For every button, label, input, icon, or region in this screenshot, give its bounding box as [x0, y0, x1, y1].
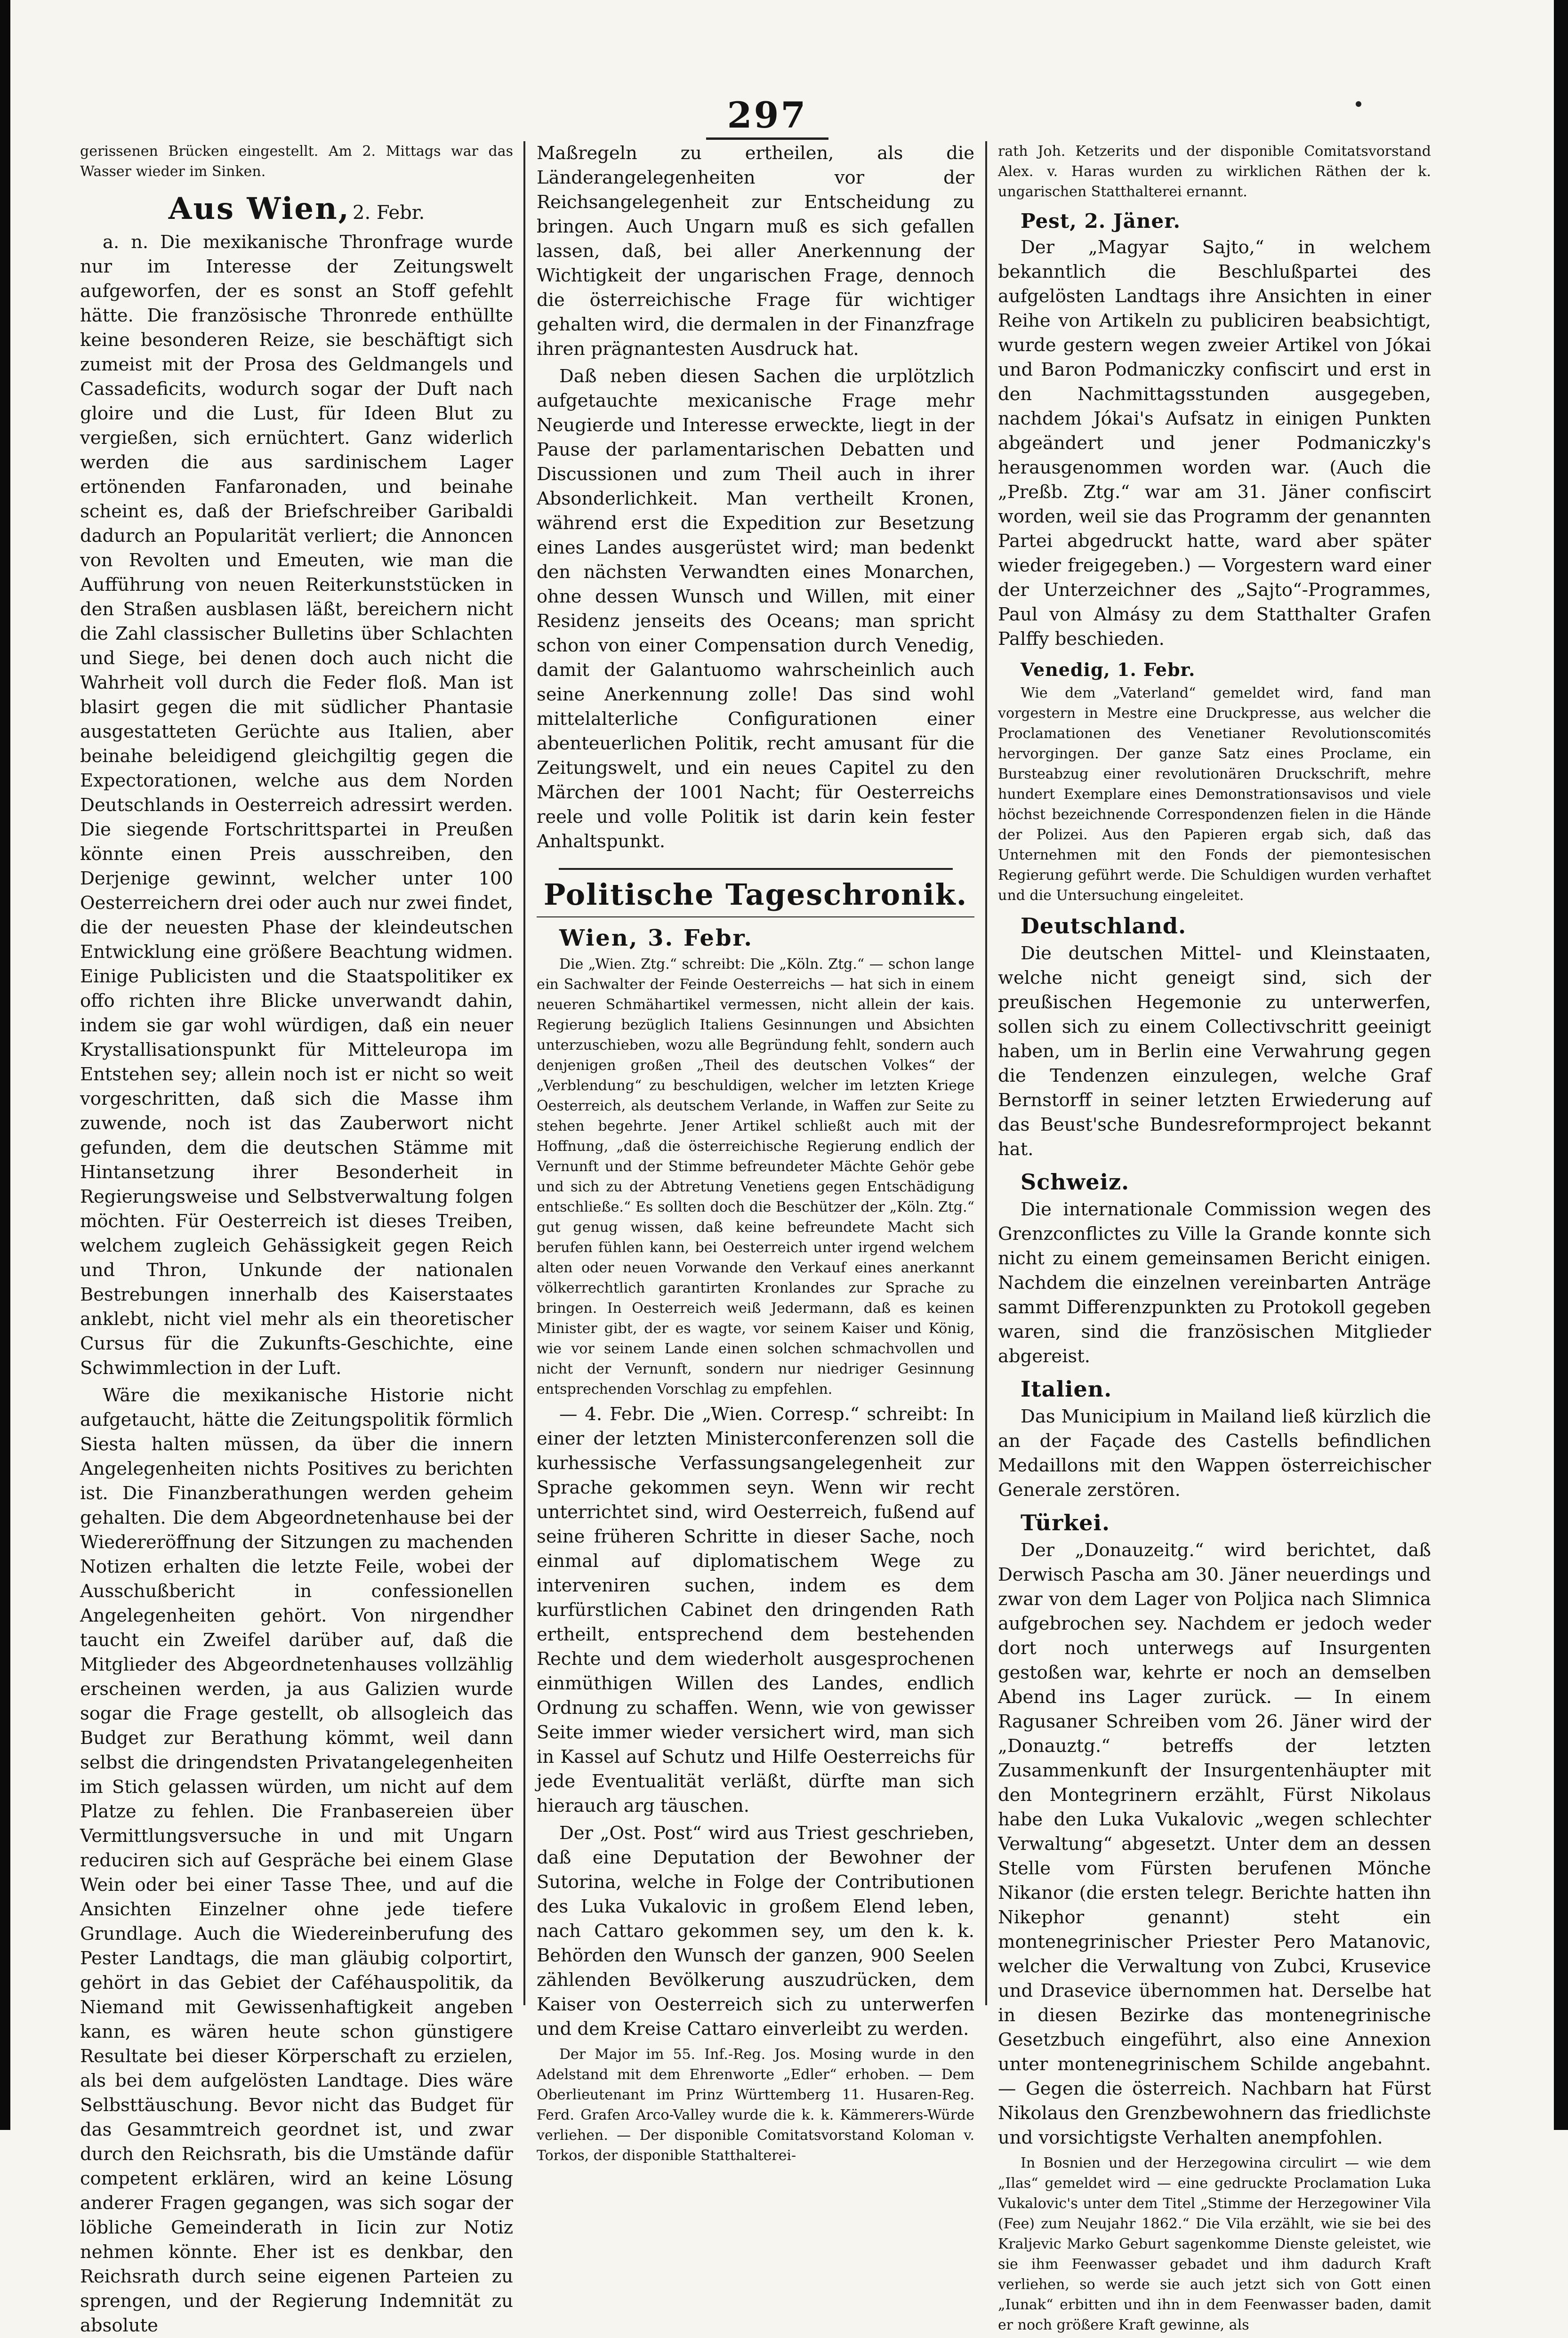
paragraph: Die deutschen Mittel- und Kleinstaaten, welche nicht geneigt sind, sich der preußischen Hegemonie zu unterwerfen, sollen sich zu einem Collectivschritt geeinigt haben, um in Berlin eine Verwahrung gegen die Tendenzen einzulegen, welche Graf Bernstorff in seiner letzten Erwiederung auf das Beust'sche Bundesreformproject bekannt hat.: [998, 943, 1431, 1160]
paragraph: Der „Ost. Post“ wird aus Triest geschrieben, daß eine Deputation der Bewohner der Sutorina, welche in Folge der Contributionen des Luka Vukalovic in großem Elend leben, nach Cattaro gekommen sey, um den k. k. Behörden den Wunsch der ganzen, 900 Seelen zählenden Bevölkerung auszudrücken, dem Kaiser von Oesterreich sich zu unterwerfen und dem Kreise Cattaro einverleibt zu werden.: [537, 1823, 974, 2040]
paragraph: Der „Magyar Sajto,“ in welchem bekanntlich die Beschlußpartei des aufgelösten Landtags ihre Ansichten in einer Reihe von Artikeln zu publiciren beabsichtigt, wurde gestern wegen zweier Artikel von Jókai und Baron Podmaniczky confiscirt und erst in den Nachmittagsstunden ausgegeben, nachdem Jókai's Aufsatz in einigen Punkten abgeändert und jener Podmaniczky's herausgenommen worden war. (Auch die „Preßb. Ztg.“ war am 31. Jäner confiscirt worden, weil sie das Programm der genannten Partei abgedruckt hatte, ward aber später wieder freigegeben.) — Vorgestern ward einer der Unterzeichner des „Sajto“-Programmes, Paul von Almásy zu dem Statthalter Grafen Palffy beschieden.: [998, 237, 1431, 650]
column-3: [998, 141, 1431, 2333]
dateline-wien: [559, 925, 974, 951]
section-label-deutschland: [1021, 913, 1431, 939]
column-divider: [523, 141, 525, 2005]
section-label: Deutschland.: [1021, 913, 1187, 939]
paragraph: Daß neben diesen Sachen die urplötzlich aufgetauchte mexicanische Frage mehr Neugierde und Interesse erweckte, liegt in der Pause der parlamentarischen Debatten und Discussionen und zum Theil auch in ihrer Absonderlichkeit. Man vertheilt Kronen, während erst die Expedition zur Besetzung eines Landes ausgerüstet wird; man bedenkt den nächsten Verwandten eines Monarchen, ohne dessen Wunsch und Willen, mit einer Residenz jenseits des Oceans; man spricht schon von einer Compensation durch Venedig, damit der Galantuomo wahrscheinlich auch seine Anerkennung zolle! Das sind wohl mittelalterliche Configurationen einer abenteuerlichen Politik, recht amusant für die Zeitungswelt, und ein neues Capitel zu den Märchen der 1001 Nacht; für Oesterreichs reele und volle Politik ist darin kein fester Anhaltspunkt.: [537, 366, 974, 852]
section-heading-aus-wien: [80, 191, 513, 226]
section-label: Italien.: [1021, 1376, 1112, 1402]
heading-place: Aus Wien,: [168, 191, 350, 226]
paragraph: Maßregeln zu ertheilen, als die Länderangelegenheiten vor der Reichsangelegenheit zur Entscheidung zu bringen. Auch Ungarn muß es sich gefallen lassen, daß, bei aller Anerkennung der Wichtigkeit der ungarischen Frage, dennoch die österreichische Frage für wichtiger gehalten wird, die dermalen in der Finanzfrage ihren prägnantesten Ausdruck hat.: [537, 143, 974, 360]
paragraph: Wie dem „Vaterland“ gemeldet wird, fand man vorgestern in Mestre eine Druckpresse, aus welcher die Proclamationen des Venetianer Revolutionscomités hervorgingen. Der ganze Satz eines Proclame, ein Bursteabzug einer revolutionären Druckschrift, mehre hundert Exemplare eines Demonstrationsavisos und viele höchst bezeichnende Correspondenzen fielen in die Hände der Polizei. Aus den Papieren ergab sich, daß das Unternehmen mit den Fonds der piemontesischen Regierung geführt werde. Die Schuldigen wurden verhaftet und die Untersuchung eingeleitet.: [998, 685, 1431, 904]
paragraph: In Bosnien und der Herzegowina circulirt — wie dem „Ilas“ gemeldet wird — eine gedruckte Proclamation Luka Vukalovic's unter dem Titel „Stimme der Herzegowiner Vila (Fee) zum Neujahr 1862.“ Die Vila erzählt, wie sie bei des Kraljevic Marko Geburt sagenkomme Dienste geleistet, wie sie ihm Feenwasser gebadet und ihm dadurch Kraft verliehen, so werde sie auch jetzt sich von Gott einen „Iunak“ erbitten und ihn in dem Feenwasser baden, damit er noch größere Kraft gewinne, als: [998, 2155, 1431, 2333]
heading-rule: [559, 868, 953, 870]
paragraph: gerissenen Brücken eingestellt. Am 2. Mittags war das Wasser wieder im Sinken.: [80, 143, 513, 180]
dateline-venedig: [1021, 659, 1431, 680]
paragraph: — 4. Febr. Die „Wien. Corresp.“ schreibt: In einer der letzten Ministerconferenzen soll die kurhessische Verfassungsangelegenheit zur Sprache gekommen seyn. Wenn wir recht unterrichtet sind, wird Oesterreich, fußend auf seine früheren Schritte in dieser Sache, noch einmal auf diplomatischem Wege zu interveniren suchen, indem es dem kurfürstlichen Cabinet den dringenden Rath ertheilt, entsprechend dem bestehenden Rechte und dem wiederholt ausgesprochenen einmüthigen Willen des Landes, endlich Ordnung zu schaffen. Wenn, wie von gewisser Seite immer wieder versichert wird, man sich in Kassel auf Schutz und Hilfe Oesterreichs für jede Eventualität verläßt, dürfte man sich hierauch arg täuschen.: [537, 1404, 974, 1816]
paragraph: Das Municipium in Mailand ließ kürzlich die an der Façade des Castells befindlichen Medaillons mit den Wappen österreichischer Generale zerstören.: [998, 1406, 1431, 1501]
section-label-tuerkei: [1021, 1510, 1431, 1535]
section-label-schweiz: [1021, 1169, 1431, 1195]
section-heading-politische-tageschronik: Politische Tageschronik.: [543, 877, 968, 912]
section-label: Türkei.: [1021, 1510, 1110, 1535]
paragraph: rath Joh. Ketzerits und der disponible Comitatsvorstand Alex. v. Haras wurden zu wirklichen Räthen der k. ungarischen Statthalterei ernannt.: [998, 143, 1431, 200]
dateline-pest: [1021, 209, 1431, 233]
heading-underline: [537, 916, 974, 917]
section-label: Schweiz.: [1021, 1169, 1130, 1195]
section-label-italien: [1021, 1376, 1431, 1402]
dateline-text: Pest, 2. Jäner.: [1021, 209, 1181, 233]
dateline-text: Venedig, 1. Febr.: [1021, 659, 1196, 680]
paragraph: Der Major im 55. Inf.-Reg. Jos. Mosing wurde in den Adelstand mit dem Ehrenworte „Edler“ erhoben. — Dem Oberlieutenant im Prinz Württemberg 11. Husaren-Reg. Ferd. Grafen Arco-Valley wurde die k. k. Kämmerers-Würde verliehen. — Der disponible Comitatsvorstand Koloman v. Torkos, der disponible Statthalterei-: [537, 2046, 974, 2164]
column-divider: [985, 141, 987, 2005]
paragraph: Wäre die mexikanische Historie nicht aufgetaucht, hätte die Zeitungspolitik förmlich Siesta halten müssen, da über die innern Angelegenheiten nichts Positives zu berichten ist. Die Finanzberathungen werden geheim gehalten. Die dem Abgeordnetenhause bei der Wiedereröffnung der Sitzungen zu machenden Notizen erhalten die letzte Feile, wobei der Ausschußbericht in confessionellen Angelegenheiten gehört. Von nirgendher taucht ein Zweifel darüber auf, daß die Mitglieder des Abgeordnetenhauses vollzählig erscheinen werden, ja aus Galizien wurde sogar die Frage gestellt, ob allsogleich das Budget zur Berathung kömmt, weil dann selbst die dringendsten Privatangelegenheiten im Stich gelassen würden, um nicht auf dem Platze zu fehlen. Die Franbasereien über Vermittlungsversuche in und mit Ungarn reduciren sich auf Gespräche bei einem Glase Wein oder bei einer Tasse Thee, und auf die Ansichten Einzelner ohne jede tiefere Grundlage. Auch die Wiedereinberufung des Pester Landtags, die man gläubig colportirt, gehört in das Gebiet der Caféhauspolitik, da Niemand mit Gewissenhaftigkeit angeben kann, es wären heute schon günstigere Resultate bei dieser Körperschaft zu erzielen, als bei dem aufgelösten Landtage. Dies wäre Selbsttäuschung. Bevor nicht das Budget für das Gesammtreich geordnet ist, und zwar durch den Reichsrath, bis die Umstände dafür competent erklären, wird an keine Lösung anderer Fragen gegangen, was sich sogar der löbliche Gemeinderath in Iicin zur Notiz nehmen könnte. Eher ist es denkbar, den Reichsrath durch seine eigenen Parteien zu sprengen, und der Regierung Indemnität zu absolute: [80, 1385, 513, 2336]
paragraph: Der „Donauzeitg.“ wird berichtet, daß Derwisch Pascha am 30. Jäner neuerdings und zwar von dem Lager von Poljica nach Slimnica aufgebrochen sey. Nachdem er jedoch weder dort noch unterwegs auf Insurgenten gestoßen war, kehrte er noch an demselben Abend ins Lager zurück. — In einem Ragusaner Schreiben vom 26. Jäner wird der „Donauztg.“ betreffs der letzten Zusammenkunft der Insurgentenhäupter mit den Montegrinern erzählt, Fürst Nikolaus habe den Luka Vukalovic „wegen schlechter Verwaltung“ abgesetzt. Unter dem an dessen Stelle vom Fürsten berufenen Mönche Nikanor (die ersten telegr. Berichte hatten ihn Nikephor genannt) steht ein montenegrinischer Priester Pero Matanovic, welcher die Verwaltung von Zubci, Krusevice und Drasevice übernommen hat. Derselbe hat in diesen Bezirke das montenegrinische Gesetzbuch eingeführt, also eine Annexion unter montenegrinischem Schilde angebahnt. — Gegen die österreich. Nachbarn hat Fürst Nikolaus den Grenzbewohnern das friedlichste und vorsichtigste Verhalten anempfohlen.: [998, 1540, 1431, 2148]
column-1: [80, 141, 513, 2336]
paragraph: Die internationale Commission wegen des Grenzconflictes zu Ville la Grande konnte sich nicht zu einem gemeinsamen Bericht einigen. Nachdem die einzelnen vereinbarten Anträge sammt Differenzpunkten zu Protokoll gegeben waren, sind die französischen Mitglieder abgereist.: [998, 1199, 1431, 1367]
column-2: [537, 141, 974, 2164]
heading-date: 2. Febr.: [353, 202, 425, 224]
page-number: 297: [727, 94, 808, 136]
page-number-underline: [706, 137, 828, 140]
paragraph: a. n. Die mexikanische Thronfrage wurde nur im Interesse der Zeitungswelt aufgeworfen, der es sonst an Stoff gefehlt hätte. Die französische Thronrede enthüllte keine besonderen Reize, sie beschäftigt sich zumeist mit der Prosa des Geldmangels und Cassadeficits, wodurch sogar der Duft nach gloire und die Lust, für Ideen Blut zu vergießen, sich ernüchtert. Ganz widerlich werden die aus sardinischem Lager ertönenden Fanfaronaden, und beinahe scheint es, daß der Briefschreiber Garibaldi dadurch an Popularität verliert; die Annoncen von Revolten und Emeuten, wie man die Aufführung von neuen Reiterkunststücken in den Straßen ausblasen läßt, bereichern nicht die Zahl classischer Bulletins über Schlachten und Siege, bei denen doch auch nicht die Wahrheit voll durch die Feder floß. Man ist blasirt gegen die mit südlicher Phantasie ausgestatteten Gerüchte aus Italien, aber beinahe beleidigend gleichgiltig gegen die Expectorationen, welche aus dem Norden Deutschlands in Oesterreich adressirt werden. Die siegende Fortschrittspartei in Preußen könnte einen Preis ausschreiben, den Derjenige gewinnt, welcher unter 100 Oesterreichern drei oder auch nur zwei findet, die der neuesten Phase der kleindeutschen Entwicklung eine größere Beachtung widmen. Einige Publicisten und die Staatspolitiker ex offo richten ihre Blicke unverwandt dahin, indem sie gar wohl würdigen, daß ein neuer Krystallisationspunkt für Mitteleuropa im Entstehen sey; allein noch ist er nicht so weit vorgeschritten, daß sich die Masse ihm zuwende, noch ist das Zauberwort nicht gefunden, dem die deutschen Stämme mit Hintansetzung ihrer Besonderheit in Regierungsweise und Selbstverwaltung folgen möchten. Für Oesterreich ist dieses Treiben, welchem zugleich Gehässigkeit gegen Reich und Thron, Unkunde der nationalen Bestrebungen innerhalb des Kaiserstaates anklebt, nicht viel mehr als ein theoretischer Cursus für die Zukunfts-Geschichte, eine Schwimmlection in der Luft.: [80, 232, 513, 1379]
print-speck: [1356, 101, 1361, 107]
scan-border-right: [1554, 0, 1568, 2130]
paragraph: Die „Wien. Ztg.“ schreibt: Die „Köln. Ztg.“ — schon lange ein Sachwalter der Feinde Oesterreichs — hat sich in einem neueren Schmähartikel vermessen, nicht allein der kais. Regierung bezüglich Italiens Gesinnungen und Absichten unterzuschieben, wozu alle Begründung fehlt, sondern auch denjenigen großen „Theil des deutschen Volkes“ der „Verblendung“ zu beschuldigen, welcher im letzten Kriege Oesterreich, als deutschem Verlande, in Waffen zur Seite zu stehen begehrte. Jener Artikel schließt auch mit der Hoffnung, „daß die österreichische Regierung endlich der Vernunft und der Stimme befreundeter Mächte Gehör gebe und sich zu der Abtretung Venetiens gegen Entschädigung entschließe.“ Es sollten doch die Beschützer der „Köln. Ztg.“ gut genug wissen, daß keine befreundete Macht sich berufen fühlen kann, bei Oesterreich unter irgend welchem alten oder neuen Vorwande den Verkauf eines anerkannt völkerrechtlich garantirten Kronlandes zur Sprache zu bringen. In Oesterreich weiß Jedermann, daß es keinen Minister gibt, der es wagte, vor seinem Kaiser und König, wie vor seinem Lande einen solchen schmachvollen und nicht der Vernunft, sondern nur niedriger Gesinnung entsprechenden Vorschlag zu empfehlen.: [537, 956, 974, 1398]
scan-border-left: [0, 0, 10, 2130]
dateline-text: Wien, 3. Febr.: [559, 925, 754, 951]
